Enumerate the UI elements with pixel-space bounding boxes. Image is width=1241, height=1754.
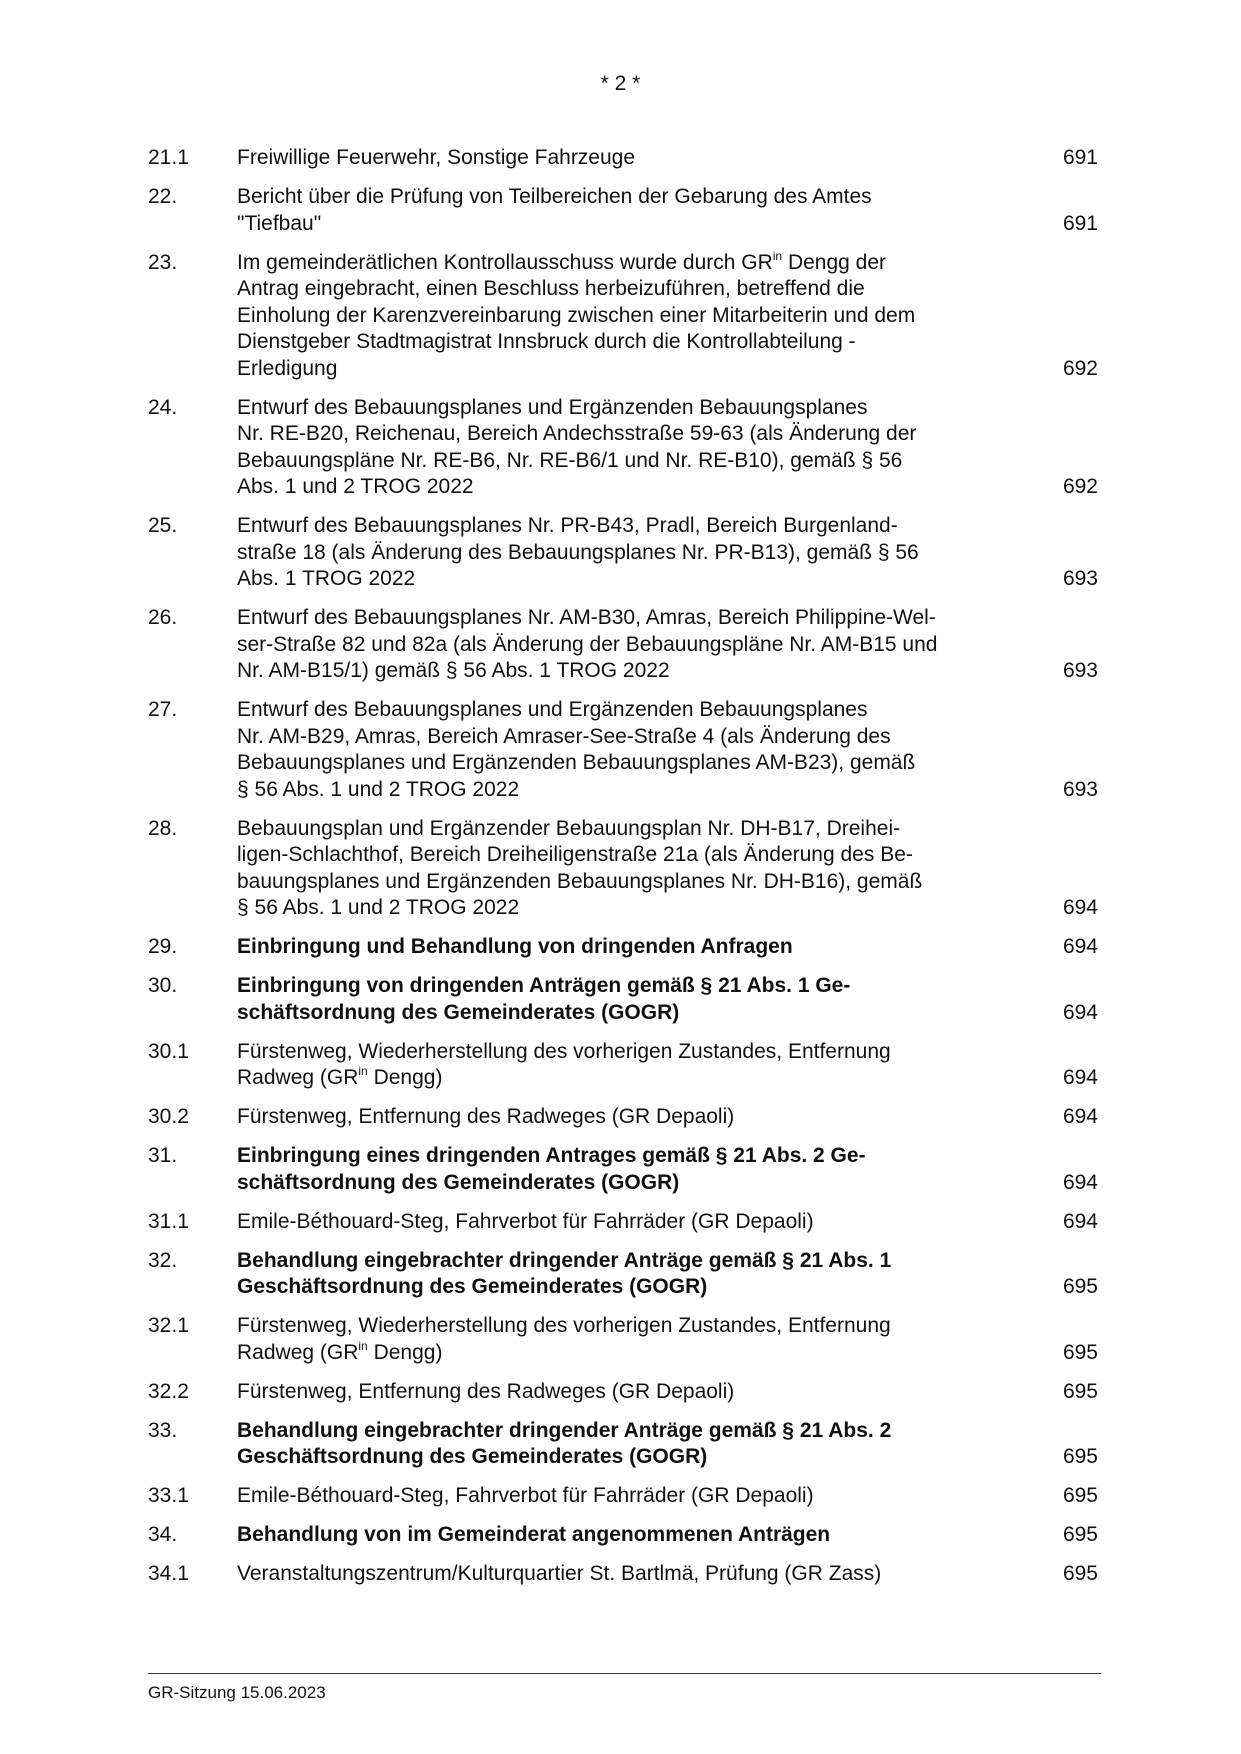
- toc-entry-number: 31.: [148, 1144, 178, 1167]
- toc-entry-title-line: Bebauungsplanes und Ergänzenden Bebauungsplanes AM-B23), gemäß: [237, 751, 916, 774]
- toc-entry-title-line: ser-Straße 82 und 82a (als Änderung der Bebauungspläne Nr. AM-B15 und: [237, 632, 938, 656]
- toc-entry: [148, 1418, 1098, 1471]
- toc-entry-title-line: schäftsordnung des Gemeinderates (GOGR): [237, 1000, 680, 1024]
- toc-entry-title-line: Behandlung eingebrachter dringender Anträge gemäß § 21 Abs. 2: [237, 1418, 892, 1442]
- toc-entry: [148, 1248, 1098, 1301]
- toc-entry-title-line: Nr. AM-B15/1) gemäß § 56 Abs. 1 TROG 2022: [237, 659, 670, 682]
- toc-entry-title-line: ligen-Schlachthof, Bereich Dreiheiligenstraße 21a (als Änderung des Be-: [237, 843, 913, 866]
- toc-entry-title-line: Erledigung: [237, 356, 338, 380]
- table-of-contents: [148, 145, 1098, 1600]
- toc-entry-page: 695: [1062, 1445, 1098, 1468]
- toc-entry-page: 695: [1062, 1523, 1098, 1546]
- toc-entry-page: 694: [1062, 935, 1098, 958]
- toc-entry-number: 27.: [148, 698, 178, 721]
- toc-entry-title-line: Behandlung eingebrachter dringender Anträge gemäß § 21 Abs. 1: [237, 1248, 892, 1272]
- superscript-in: in: [772, 248, 783, 263]
- toc-entry: [148, 973, 1098, 1026]
- toc-entry-title-line: § 56 Abs. 1 und 2 TROG 2022: [237, 777, 520, 801]
- toc-entry-title: [237, 1313, 1027, 1366]
- toc-entry-number: 25.: [148, 514, 178, 537]
- toc-entry: [148, 1483, 1098, 1510]
- toc-entry-title-line: Veranstaltungszentrum/Kulturquartier St. Bartlmä, Prüfung (GR Zass): [237, 1562, 882, 1585]
- toc-entry-title-line: Radweg ($GR^{in}$ Dengg): [237, 1338, 443, 1364]
- toc-entry: [148, 1522, 1098, 1549]
- toc-entry-number: 29.: [148, 935, 178, 958]
- toc-entry-title-line: Radweg ($GR^{in}$ Dengg): [237, 1064, 443, 1089]
- toc-entry-title-line: Fürstenweg, Entfernung des Radweges (GR Depaoli): [237, 1105, 735, 1128]
- toc-entry-title-line: schäftsordnung des Gemeinderates (GOGR): [237, 1170, 680, 1194]
- toc-entry: [148, 1039, 1098, 1092]
- toc-entry-title: [237, 184, 1027, 237]
- toc-entry-title: [237, 816, 1027, 922]
- footer-session-date: GR-Sitzung 15.06.2023: [148, 1683, 326, 1702]
- toc-entry-number: 34.1: [148, 1562, 189, 1585]
- superscript-in: in: [358, 1064, 368, 1078]
- page-number: * 2 *: [600, 72, 641, 95]
- toc-entry: [148, 250, 1098, 383]
- toc-entry-number: 30.: [148, 974, 178, 997]
- toc-entry-title: [237, 1418, 1027, 1471]
- toc-entry-title-line: straße 18 (als Änderung des Bebauungsplanes Nr. PR-B13), gemäß § 56: [237, 540, 919, 564]
- toc-entry-title-line: Behandlung von im Gemeinderat angenommenen Anträgen: [237, 1523, 831, 1546]
- toc-entry-title-line: Einbringung und Behandlung von dringenden Anfragen: [237, 935, 793, 958]
- toc-entry-title: [237, 1483, 1027, 1510]
- toc-entry: [148, 1561, 1098, 1588]
- toc-entry-title: [237, 1379, 1027, 1406]
- toc-entry-title: [237, 1143, 1027, 1196]
- toc-entry: [148, 395, 1098, 501]
- toc-entry-page: 694: [1062, 1170, 1098, 1194]
- toc-entry-title-line: bauungsplanes und Ergänzenden Bebauungsplanes Nr. DH-B16), gemäß: [237, 869, 923, 893]
- toc-entry-page: 695: [1062, 1484, 1098, 1507]
- toc-entry: [148, 605, 1098, 685]
- toc-entry-title-line: Bebauungsplan und Ergänzender Bebauungsplan Nr. DH-B17, Dreihei-: [237, 816, 901, 840]
- toc-entry-number: 33.: [148, 1418, 178, 1442]
- toc-entry-title: [237, 395, 1027, 501]
- toc-entry-title-line: Entwurf des Bebauungsplanes und Ergänzenden Bebauungsplanes: [237, 698, 868, 721]
- toc-entry: [148, 1313, 1098, 1366]
- toc-entry-title: [237, 250, 1027, 383]
- toc-entry-number: 31.1: [148, 1209, 189, 1233]
- toc-entry-title-line: Entwurf des Bebauungsplanes Nr. PR-B43, Pradl, Bereich Burgenland-: [237, 514, 898, 537]
- toc-entry-title-line: Nr. AM-B29, Amras, Bereich Amraser-See-Straße 4 (als Änderung des: [237, 724, 891, 748]
- toc-entry-number: 23.: [148, 250, 178, 274]
- footer-divider: [148, 1673, 1101, 1674]
- toc-entry-title-line: § 56 Abs. 1 und 2 TROG 2022: [237, 896, 520, 919]
- toc-entry-page: 694: [1062, 896, 1098, 919]
- toc-entry-title-line: Abs. 1 TROG 2022: [237, 567, 416, 590]
- toc-entry: [148, 816, 1098, 922]
- toc-entry-title-line: Entwurf des Bebauungsplanes und Ergänzenden Bebauungsplanes: [237, 395, 868, 419]
- toc-entry-number: 33.1: [148, 1484, 189, 1507]
- toc-entry-title: [237, 1522, 1027, 1549]
- toc-entry-title: [237, 1561, 1027, 1588]
- toc-entry-title-line: Im gemeinderätlichen Kontrollausschuss wurde durch $GR^{in}$ Dengg der: [237, 248, 887, 274]
- toc-entry-page: 695: [1062, 1379, 1098, 1403]
- toc-entry-title-line: Antrag eingebracht, einen Beschluss herbeizuführen, betreffend die: [237, 277, 865, 300]
- toc-entry-title-line: Bericht über die Prüfung von Teilbereichen der Gebarung des Amtes: [237, 185, 872, 208]
- toc-entry-title: [237, 973, 1027, 1026]
- toc-entry-title-line: Abs. 1 und 2 TROG 2022: [237, 475, 474, 498]
- superscript-in: in: [358, 1338, 368, 1353]
- toc-entry-title-line: Fürstenweg, Wiederherstellung des vorherigen Zustandes, Entfernung: [237, 1314, 891, 1337]
- toc-entry: [148, 145, 1098, 172]
- toc-entry: [148, 513, 1098, 593]
- toc-entry-title: [237, 1209, 1027, 1236]
- toc-entry-title-line: "Tiefbau": [237, 211, 322, 235]
- toc-entry-number: 32.1: [148, 1314, 189, 1337]
- toc-entry-title-line: Bebauungspläne Nr. RE-B6, Nr. RE-B6/1 und Nr. RE-B10), gemäß § 56: [237, 448, 903, 472]
- toc-entry-title: [237, 1248, 1027, 1301]
- toc-entry-title-line: Nr. RE-B20, Reichenau, Bereich Andechsstraße 59-63 (als Änderung der: [237, 422, 917, 445]
- toc-entry-number: 32.: [148, 1248, 178, 1272]
- toc-entry-page: 693: [1062, 659, 1098, 682]
- toc-entry-page: 694: [1062, 1209, 1098, 1233]
- toc-entry-page: 695: [1062, 1340, 1098, 1364]
- toc-entry-title: [237, 697, 1027, 803]
- toc-entry-page: 693: [1062, 567, 1098, 590]
- toc-entry: [148, 1209, 1098, 1236]
- toc-entry-title-line: Geschäftsordnung des Gemeinderates (GOGR): [237, 1275, 708, 1298]
- toc-entry-page: 694: [1062, 1066, 1098, 1089]
- toc-entry-number: 22.: [148, 185, 178, 208]
- toc-entry: [148, 1143, 1098, 1196]
- toc-entry-number: 30.2: [148, 1105, 189, 1128]
- toc-entry-title-line: Fürstenweg, Entfernung des Radweges (GR Depaoli): [237, 1379, 735, 1403]
- toc-entry-number: 28.: [148, 816, 178, 840]
- toc-entry-title: [237, 605, 1027, 685]
- toc-entry-number: 30.1: [148, 1039, 189, 1063]
- toc-entry-title: [237, 934, 1027, 961]
- toc-entry-page: 691: [1062, 211, 1098, 235]
- toc-entry-title-line: Fürstenweg, Wiederherstellung des vorherigen Zustandes, Entfernung: [237, 1039, 891, 1063]
- toc-entry-title: [237, 1039, 1027, 1092]
- toc-entry-title-line: Emile-Béthouard-Steg, Fahrverbot für Fahrräder (GR Depaoli): [237, 1209, 814, 1233]
- toc-entry-number: 26.: [148, 606, 178, 629]
- toc-entry: [148, 1104, 1098, 1131]
- toc-entry: [148, 934, 1098, 961]
- toc-entry-title-line: Geschäftsordnung des Gemeinderates (GOGR): [237, 1445, 708, 1468]
- toc-entry: [148, 184, 1098, 237]
- toc-entry-page: 694: [1062, 1105, 1098, 1128]
- toc-entry-title-line: Einbringung von dringenden Anträgen gemäß § 21 Abs. 1 Ge-: [237, 974, 851, 997]
- toc-entry-number: 34.: [148, 1523, 178, 1546]
- toc-entry-page: 695: [1062, 1275, 1098, 1298]
- toc-entry-title-line: Emile-Béthouard-Steg, Fahrverbot für Fahrräder (GR Depaoli): [237, 1484, 814, 1507]
- toc-entry-number: 21.1: [148, 146, 189, 169]
- toc-entry-title: [237, 145, 1027, 172]
- toc-entry-page: 692: [1062, 475, 1098, 498]
- toc-entry: [148, 697, 1098, 803]
- toc-entry-number: 24.: [148, 395, 178, 419]
- toc-entry-title-line: Einbringung eines dringenden Antrages gemäß § 21 Abs. 2 Ge-: [237, 1144, 866, 1167]
- toc-entry-page: 693: [1062, 777, 1098, 801]
- toc-entry-title-line: Dienstgeber Stadtmagistrat Innsbruck durch die Kontrollabteilung -: [237, 330, 856, 353]
- toc-entry-title: [237, 1104, 1027, 1131]
- toc-entry-title-line: Entwurf des Bebauungsplanes Nr. AM-B30, Amras, Bereich Philippine-Wel-: [237, 606, 936, 629]
- toc-entry-title-line: Einholung der Karenzvereinbarung zwischen einer Mitarbeiterin und dem: [237, 303, 916, 327]
- toc-entry-page: 692: [1062, 356, 1098, 380]
- toc-entry-number: 32.2: [148, 1379, 189, 1403]
- toc-entry-title: [237, 513, 1027, 593]
- toc-entry-page: 691: [1062, 146, 1098, 169]
- toc-entry-page: 695: [1062, 1562, 1098, 1585]
- toc-entry: [148, 1379, 1098, 1406]
- toc-entry-page: 694: [1062, 1000, 1098, 1024]
- toc-entry-title-line: Freiwillige Feuerwehr, Sonstige Fahrzeuge: [237, 146, 636, 169]
